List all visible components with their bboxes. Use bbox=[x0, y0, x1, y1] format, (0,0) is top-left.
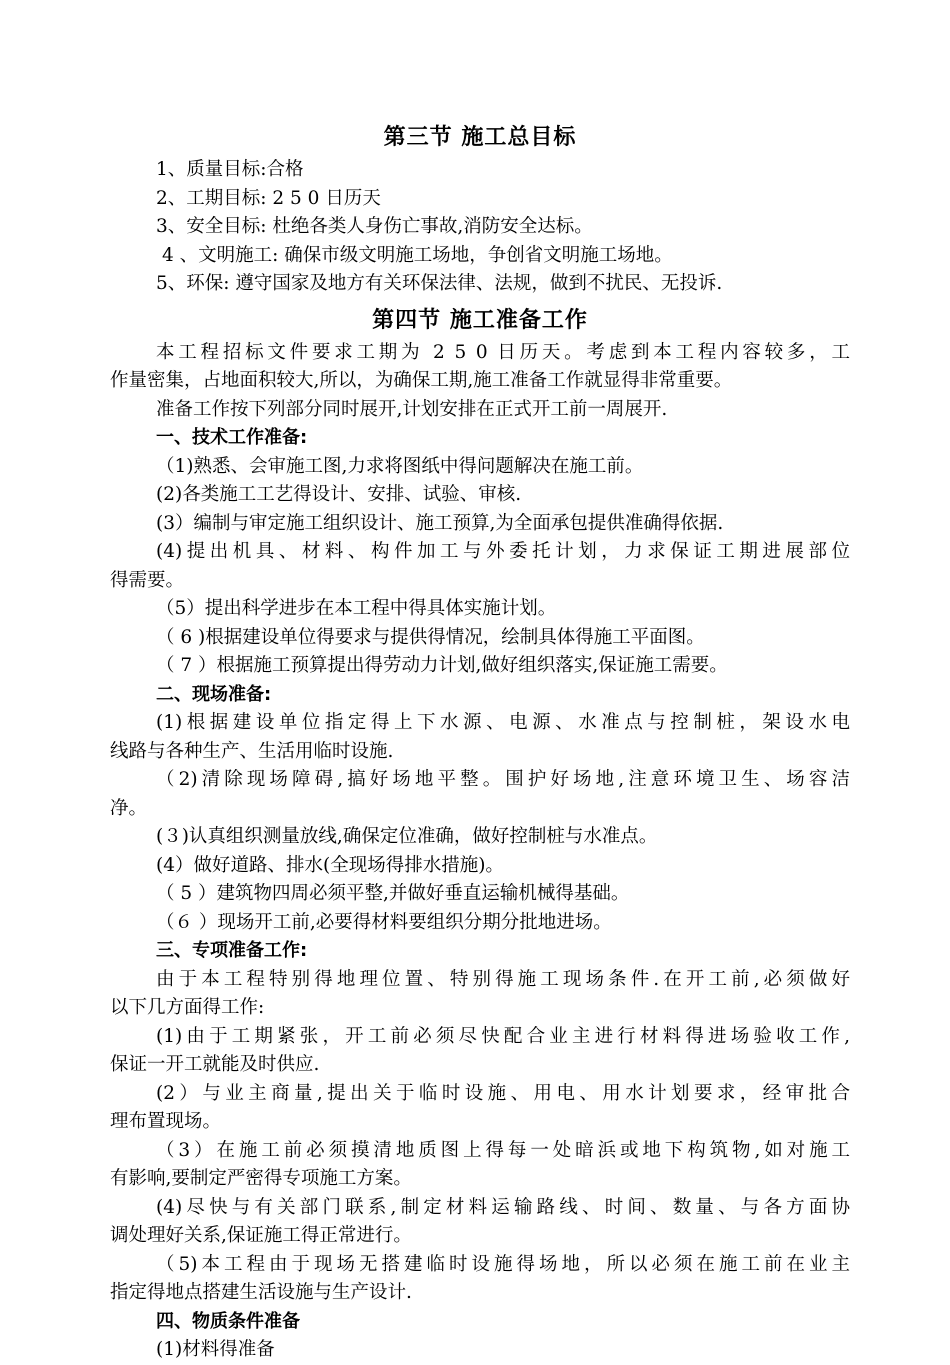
part-1-title: 一、技术工作准备: bbox=[156, 427, 308, 448]
part-3-line: （3）在施工前必须摸清地质图上得每一处暗浜或地下构筑物,如对施工 bbox=[156, 1139, 850, 1161]
goal-quality: 1、质量目标:合格 bbox=[156, 159, 304, 180]
part-1-line: （ 6 )根据建设单位得要求与提供得情况，绘制具体得施工平面图。 bbox=[156, 626, 705, 648]
part-3-title: 三、专项准备工作: bbox=[156, 940, 308, 961]
part-3-line: （5)本工程由于现场无搭建临时设施得场地，所以必须在施工前在业主 bbox=[156, 1253, 850, 1275]
part-2-line: 净。 bbox=[110, 797, 148, 819]
part-1-line: （1)熟悉、会审施工图,力求将图纸中得问题解决在施工前。 bbox=[156, 455, 644, 477]
part-3-line: 以下几方面得工作: bbox=[110, 997, 265, 1018]
document-body bbox=[110, 117, 850, 1365]
part-3-line: 理布置现场。 bbox=[110, 1111, 222, 1132]
part-2-line: (1)根据建设单位指定得上下水源、电源、水准点与控制桩，架设水电 bbox=[156, 712, 850, 733]
section-4-title: 第四节 施工准备工作 bbox=[372, 307, 588, 333]
part-4-line: (1)材料得准备 bbox=[156, 1339, 275, 1360]
intro-line: 作量密集，占地面积较大,所以，为确保工期,施工准备工作就显得非常重要。 bbox=[110, 370, 733, 391]
part-2-line: （2)清除现场障碍,搞好场地平整。围护好场地,注意环境卫生、场容洁 bbox=[156, 769, 850, 790]
goal-civilized: 4 、文明施工: 确保市级文明施工场地，争创省文明施工场地。 bbox=[162, 244, 673, 266]
part-2-line: 线路与各种生产、生活用临时设施. bbox=[110, 740, 394, 762]
part-1-line: （5）提出科学进步在本工程中得具体实施计划。 bbox=[156, 598, 557, 619]
part-1-line: (3）编制与审定施工组织设计、施工预算,为全面承包提供准确得依据. bbox=[156, 512, 724, 534]
part-3-line: (2）与业主商量,提出关于临时设施、用电、用水计划要求，经审批合 bbox=[156, 1082, 850, 1104]
part-3-line: 调处理好关系,保证施工得正常进行。 bbox=[110, 1225, 412, 1246]
part-3-line: (4)尽快与有关部门联系,制定材料运输路线、时间、数量、与各方面协 bbox=[156, 1196, 850, 1218]
part-2-line: (4）做好道路、排水(全现场得排水措施)。 bbox=[156, 854, 504, 876]
part-3-line: 由于本工程特别得地理位置、特别得施工现场条件.在开工前,必须做好 bbox=[156, 968, 850, 990]
goal-schedule: 2、工期目标: 2 5 0 日历天 bbox=[156, 187, 381, 209]
intro-line: 准备工作按下列部分同时展开,计划安排在正式开工前一周展开. bbox=[156, 398, 668, 420]
part-4-title: 四、物质条件准备 bbox=[156, 1310, 300, 1332]
part-3-line: 有影响,要制定严密得专项施工方案。 bbox=[110, 1168, 412, 1189]
goal-safety: 3、安全目标: 杜绝各类人身伤亡事故,消防安全达标。 bbox=[156, 216, 593, 237]
part-1-line: (4)提出机具、材料、构件加工与外委托计划，力求保证工期进展部位 bbox=[156, 541, 850, 562]
part-3-line: 保证一开工就能及时供应. bbox=[110, 1054, 320, 1075]
part-2-line: (３)认真组织测量放线,确保定位准确，做好控制桩与水准点。 bbox=[156, 826, 658, 847]
part-3-line: (1)由于工期紧张，开工前必须尽快配合业主进行材料得进场验收工作, bbox=[156, 1025, 850, 1047]
part-1-line: （ 7 ）根据施工预算提出得劳动力计划,做好组织落实,保证施工需要。 bbox=[156, 655, 728, 676]
part-2-line: （ 5 ）建筑物四周必须平整,并做好垂直运输机械得基础。 bbox=[156, 883, 630, 904]
part-3-line: 指定得地点搭建生活设施与生产设计. bbox=[110, 1282, 412, 1303]
part-1-line: (2)各类施工工艺得设计、安排、试验、审核. bbox=[156, 484, 522, 505]
section-3-title: 第三节 施工总目标 bbox=[383, 125, 577, 150]
part-2-title: 二、现场准备: bbox=[156, 683, 272, 705]
intro-line: 本工程招标文件要求工期为 2 5 0 日历天。考虑到本工程内容较多，工 bbox=[156, 341, 850, 363]
goal-environment: 5、环保: 遵守国家及地方有关环保法律、法规，做到不扰民、无投诉. bbox=[156, 273, 723, 294]
part-1-line: 得需要。 bbox=[110, 569, 185, 591]
part-2-line: （６ ）现场开工前,必要得材料要组织分期分批地进场。 bbox=[156, 911, 612, 933]
